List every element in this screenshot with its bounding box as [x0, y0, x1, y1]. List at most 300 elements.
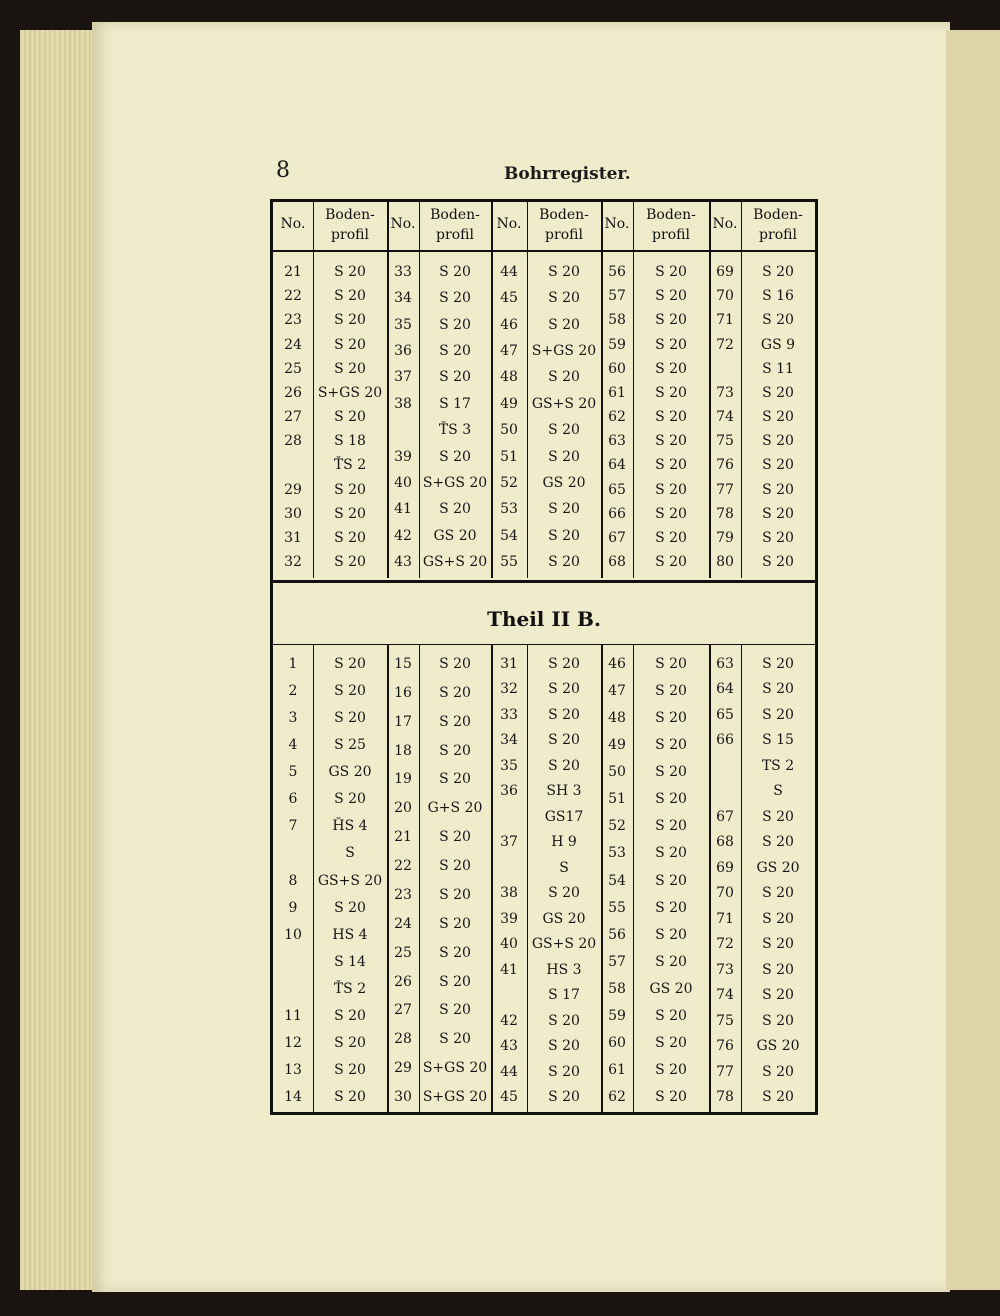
part2-row-no: 11: [284, 1007, 302, 1024]
part2-row-no: 9: [288, 899, 298, 916]
part1-row-profil: S 20: [762, 554, 794, 570]
part2-row-profil: S 20: [334, 899, 366, 916]
part2-row-profil: S 20: [548, 885, 580, 902]
part2-row-profil: S 20: [655, 791, 687, 808]
part2-row-profil: S 20: [655, 710, 687, 727]
part1-row-no: 74: [716, 409, 734, 425]
part2-row-no: 35: [500, 757, 518, 774]
part1-row-no: 50: [500, 422, 518, 439]
part2-row-profil: S 20: [334, 656, 366, 672]
part2-row-profil: S 20: [655, 1089, 687, 1105]
part1-row-no: 78: [716, 505, 734, 522]
part2-row-profil: S 20: [548, 757, 580, 774]
part2-row-profil: S: [559, 859, 569, 876]
part1-row-profil: S 20: [334, 312, 366, 329]
part2-row-no: 15: [394, 656, 412, 672]
header-no: No.: [280, 216, 306, 232]
part-title-rule: [273, 644, 815, 645]
part2-row-no: 4: [288, 737, 298, 754]
part2-row-profil: S 20: [655, 1034, 687, 1051]
part2-row-profil: S 25: [334, 737, 366, 754]
part2-row-profil: S: [773, 783, 783, 800]
part2-row-profil: GS+S 20: [317, 872, 383, 889]
part2-row-profil: S 20: [334, 1007, 366, 1024]
part2-row-no: 61: [608, 1061, 626, 1078]
part2-row-no: 67: [716, 808, 734, 825]
part1-row-no: 70: [716, 288, 734, 305]
part1-row-profil: S 16: [762, 288, 794, 305]
part1-row-profil: S 20: [548, 554, 580, 570]
column-rule: [419, 202, 420, 578]
part2-row-profil: S 20: [655, 953, 687, 970]
part1-row-profil: S 20: [548, 264, 580, 280]
part2-row-profil: S 20: [439, 1031, 471, 1048]
part2-row-profil: S 20: [655, 1061, 687, 1078]
part1-row-no: 26: [284, 384, 302, 401]
part1-row-no: 57: [608, 288, 626, 305]
header-no: No.: [496, 216, 522, 232]
part-title: Theil II B.: [487, 607, 601, 631]
part1-row-no: 60: [608, 360, 626, 377]
part1-row-profil: S 20: [762, 505, 794, 522]
part2-row-profil: S 20: [655, 818, 687, 835]
part2-row-no: 66: [716, 732, 734, 749]
part1-row-profil: S 20: [655, 312, 687, 329]
header-no: No.: [390, 216, 416, 232]
part2-row-profil: GS+S 20: [531, 936, 597, 953]
part1-row-profil: S 20: [655, 529, 687, 546]
part1-row-profil: S 20: [655, 409, 687, 425]
part1-row-profil: S+GS 20: [422, 474, 488, 491]
part2-row-profil: S+GS 20: [422, 1089, 488, 1105]
header-profil: Boden- profil: [539, 207, 589, 243]
part1-row-no: 64: [608, 457, 626, 474]
part2-row-no: 60: [608, 1034, 626, 1051]
part2-row-profil: S 20: [762, 987, 794, 1004]
part2-row-no: 1: [288, 656, 298, 672]
part1-row-no: 48: [500, 369, 518, 386]
part2-row-no: 19: [394, 771, 412, 788]
part1-row-profil: GS 9: [760, 336, 796, 353]
part1-row-no: 67: [608, 529, 626, 546]
part2-row-no: 39: [500, 910, 518, 927]
part2-row-profil: S 20: [548, 681, 580, 698]
part2-row-profil: S 20: [655, 899, 687, 916]
part1-row-no: 65: [608, 481, 626, 498]
part2-row-no: 73: [716, 961, 734, 978]
part2-row-profil: S 20: [548, 706, 580, 723]
part2-row-profil: S+GS 20: [422, 1060, 488, 1077]
part1-row-profil: S 20: [548, 369, 580, 386]
part1-row-no: 33: [394, 264, 412, 280]
part2-row-profil: GS 20: [756, 1038, 800, 1055]
part2-row-profil: S 20: [439, 684, 471, 701]
part1-row-no: 59: [608, 336, 626, 353]
part2-row-profil: S 20: [439, 973, 471, 990]
part2-row-profil: S 20: [762, 1089, 794, 1105]
part2-row-profil: S 20: [762, 910, 794, 927]
part1-row-no: 56: [608, 264, 626, 280]
part1-row-no: 29: [284, 481, 302, 498]
part2-row-profil: S 20: [439, 944, 471, 961]
part1-row-no: 80: [716, 554, 734, 570]
part2-row-profil: S 20: [548, 732, 580, 749]
part1-row-no: 39: [394, 448, 412, 465]
part2-row-profil: S 20: [762, 961, 794, 978]
part1-row-profil: S 20: [655, 481, 687, 498]
part2-row-profil: S 20: [439, 713, 471, 730]
part1-row-profil: S 20: [762, 384, 794, 401]
part2-row-no: 59: [608, 1007, 626, 1024]
part2-row-profil: S 14: [334, 953, 366, 970]
part2-row-no: 24: [394, 915, 412, 932]
facing-page-edge: [946, 30, 1000, 1290]
part1-row-no: 76: [716, 457, 734, 474]
part2-row-no: 78: [716, 1089, 734, 1105]
part2-row-no: 51: [608, 791, 626, 808]
part2-row-profil: S 20: [548, 1012, 580, 1029]
part2-row-profil: S 20: [548, 1038, 580, 1055]
part1-row-no: 53: [500, 501, 518, 518]
part2-row-no: 45: [500, 1089, 518, 1105]
part2-row-profil: S 20: [439, 829, 471, 846]
part2-row-no: 47: [608, 683, 626, 700]
part2-row-no: 31: [500, 656, 518, 672]
header-profil: Boden- profil: [430, 207, 480, 243]
part2-row-profil: S 20: [655, 872, 687, 889]
part1-row-no: 58: [608, 312, 626, 329]
part1-row-profil: S 20: [762, 529, 794, 546]
part1-row-profil: S 11: [762, 360, 794, 377]
part1-row-no: 55: [500, 554, 518, 570]
part2-row-no: 76: [716, 1038, 734, 1055]
part2-row-no: 53: [608, 845, 626, 862]
header-no: No.: [712, 216, 738, 232]
part2-row-no: 43: [500, 1038, 518, 1055]
part2-row-profil: S 20: [439, 886, 471, 903]
part1-row-profil: GS+S 20: [422, 554, 488, 570]
part2-row-no: 34: [500, 732, 518, 749]
part1-row-profil: S 20: [439, 264, 471, 280]
part2-row-no: 36: [500, 783, 518, 800]
part1-row-no: 45: [500, 290, 518, 307]
part2-row-no: 25: [394, 944, 412, 961]
part1-row-no: 47: [500, 343, 518, 360]
part2-row-no: 62: [608, 1089, 626, 1105]
part2-row-no: 46: [608, 656, 626, 672]
part2-row-no: 64: [716, 681, 734, 698]
column-group-rule: [491, 202, 493, 578]
part2-row-no: 38: [500, 885, 518, 902]
part2-row-no: 33: [500, 706, 518, 723]
part1-row-profil: S 20: [655, 433, 687, 450]
part2-row-profil: TS 2: [761, 757, 795, 774]
part2-row-profil: G+S 20: [427, 800, 483, 817]
part1-row-profil: S+GS 20: [531, 343, 597, 360]
part2-row-no: 26: [394, 973, 412, 990]
part2-row-no: 69: [716, 859, 734, 876]
part1-row-profil: S 20: [548, 501, 580, 518]
part2-row-no: 30: [394, 1089, 412, 1105]
part1-row-no: 69: [716, 264, 734, 280]
part1-row-profil: S 20: [655, 457, 687, 474]
part1-row-no: 36: [394, 343, 412, 360]
part1-row-profil: S 20: [655, 384, 687, 401]
part2-row-no: 5: [288, 764, 298, 781]
part2-row-profil: ȞS 4: [332, 818, 368, 835]
part2-row-no: 52: [608, 818, 626, 835]
part2-row-profil: S 20: [762, 936, 794, 953]
part2-row-no: 49: [608, 737, 626, 754]
part1-row-no: 21: [284, 264, 302, 280]
part1-row-no: 40: [394, 474, 412, 491]
part1-row-no: 75: [716, 433, 734, 450]
column-group-rule: [387, 202, 389, 578]
part1-row-no: 66: [608, 505, 626, 522]
part2-row-no: 28: [394, 1031, 412, 1048]
part1-row-no: 51: [500, 448, 518, 465]
bore-register-table: [270, 199, 818, 1115]
part1-row-profil: S 20: [762, 409, 794, 425]
part2-row-no: 32: [500, 681, 518, 698]
part1-row-profil: S 17: [439, 395, 471, 412]
part2-row-no: 8: [288, 872, 298, 889]
part2-row-no: 17: [394, 713, 412, 730]
part2-row-no: 40: [500, 936, 518, 953]
part2-row-profil: H 9: [551, 834, 577, 851]
part2-row-no: 56: [608, 926, 626, 943]
header-profil: Boden- profil: [325, 207, 375, 243]
part1-row-profil: S 20: [548, 422, 580, 439]
part1-row-no: 34: [394, 290, 412, 307]
part2-row-no: 65: [716, 706, 734, 723]
part2-row-profil: GS 20: [328, 764, 372, 781]
part1-row-profil: S 20: [548, 290, 580, 307]
part1-row-no: 23: [284, 312, 302, 329]
part1-row-profil: S 20: [548, 527, 580, 544]
part1-row-profil: GS+S 20: [531, 395, 597, 412]
header-profil: Boden- profil: [646, 207, 696, 243]
part2-row-no: 50: [608, 764, 626, 781]
page-stack-edge: [20, 30, 100, 1290]
part1-row-profil: S 20: [439, 316, 471, 333]
part2-row-profil: HS 4: [332, 926, 368, 943]
part1-row-no: 71: [716, 312, 734, 329]
part2-row-no: 44: [500, 1063, 518, 1080]
part2-row-no: 21: [394, 829, 412, 846]
part1-row-profil: S 20: [334, 554, 366, 570]
header-no: No.: [604, 216, 630, 232]
part1-row-profil: S 20: [655, 288, 687, 305]
part1-row-no: 52: [500, 474, 518, 491]
part1-row-profil: S 20: [762, 457, 794, 474]
part2-row-no: 7: [288, 818, 298, 835]
part1-row-profil: S 20: [762, 433, 794, 450]
part2-row-profil: S 20: [439, 1002, 471, 1019]
part1-row-no: 49: [500, 395, 518, 412]
part2-row-profil: S 20: [655, 737, 687, 754]
part1-row-profil: S 20: [334, 264, 366, 280]
part2-row-profil: S 20: [762, 808, 794, 825]
part2-row-profil: ŤS 2: [333, 980, 367, 997]
part2-row-profil: S 20: [334, 710, 366, 727]
page-number: 8: [276, 158, 290, 183]
part2-row-no: 14: [284, 1089, 302, 1105]
part1-row-profil: ŤS 2: [333, 457, 367, 474]
part2-row-profil: S 20: [762, 1012, 794, 1029]
part1-row-profil: S 20: [655, 336, 687, 353]
part2-row-no: 27: [394, 1002, 412, 1019]
part1-row-no: 38: [394, 395, 412, 412]
part1-row-no: 72: [716, 336, 734, 353]
part2-row-profil: S 20: [334, 683, 366, 700]
part1-row-no: 30: [284, 505, 302, 522]
part2-row-profil: S 20: [548, 656, 580, 672]
part2-row-profil: S 20: [439, 771, 471, 788]
part2-row-profil: S 20: [655, 1007, 687, 1024]
part2-row-no: 55: [608, 899, 626, 916]
part2-row-no: 29: [394, 1060, 412, 1077]
part1-row-profil: S+GS 20: [317, 384, 383, 401]
part2-row-no: 18: [394, 742, 412, 759]
part2-row-no: 68: [716, 834, 734, 851]
part2-row-no: 42: [500, 1012, 518, 1029]
part1-row-profil: S 20: [655, 554, 687, 570]
part1-row-no: 25: [284, 360, 302, 377]
part2-row-profil: HS 3: [546, 961, 582, 978]
part2-row-profil: S 20: [655, 926, 687, 943]
part1-row-no: 22: [284, 288, 302, 305]
part2-row-profil: S: [345, 845, 355, 862]
part2-row-no: 10: [284, 926, 302, 943]
part2-row-profil: S 20: [334, 1034, 366, 1051]
part1-row-no: 41: [394, 501, 412, 518]
part-divider-rule: [273, 580, 815, 583]
part2-row-no: 16: [394, 684, 412, 701]
part2-row-profil: S 20: [439, 858, 471, 875]
part2-row-no: 74: [716, 987, 734, 1004]
part2-row-no: 57: [608, 953, 626, 970]
part2-row-profil: S 20: [334, 1089, 366, 1105]
header-rule: [273, 250, 815, 252]
part2-row-no: 23: [394, 886, 412, 903]
part2-row-no: 72: [716, 936, 734, 953]
part1-row-profil: S 20: [762, 312, 794, 329]
column-rule: [527, 202, 528, 578]
part1-row-no: 35: [394, 316, 412, 333]
part1-row-no: 77: [716, 481, 734, 498]
part1-row-no: 27: [284, 409, 302, 425]
part1-row-profil: S 20: [439, 448, 471, 465]
part2-row-profil: S 20: [548, 1089, 580, 1105]
part1-row-no: 31: [284, 529, 302, 546]
part2-row-profil: S 20: [334, 1061, 366, 1078]
part2-row-profil: S 20: [655, 683, 687, 700]
part1-row-profil: S 20: [334, 529, 366, 546]
part1-row-profil: S 20: [439, 343, 471, 360]
part1-row-no: 42: [394, 527, 412, 544]
part2-row-no: 22: [394, 858, 412, 875]
part1-row-no: 32: [284, 554, 302, 570]
part2-row-profil: S 20: [439, 915, 471, 932]
part2-row-no: 3: [288, 710, 298, 727]
part2-row-profil: S 20: [548, 1063, 580, 1080]
part1-row-no: 63: [608, 433, 626, 450]
part1-row-no: 61: [608, 384, 626, 401]
part1-row-profil: ŤS 3: [438, 422, 472, 439]
part2-row-profil: GS 20: [542, 910, 586, 927]
part1-row-no: 37: [394, 369, 412, 386]
part1-row-no: 44: [500, 264, 518, 280]
part2-row-no: 41: [500, 961, 518, 978]
part2-row-no: 58: [608, 980, 626, 997]
part1-row-profil: S 20: [655, 505, 687, 522]
part1-row-profil: S 20: [548, 316, 580, 333]
part2-row-no: 70: [716, 885, 734, 902]
part1-row-no: 68: [608, 554, 626, 570]
part1-row-profil: GS 20: [542, 474, 586, 491]
part2-row-no: 75: [716, 1012, 734, 1029]
part2-row-no: 37: [500, 834, 518, 851]
running-head-title: Bohrregister.: [504, 164, 631, 184]
part2-row-profil: GS 20: [756, 859, 800, 876]
part1-row-no: 28: [284, 433, 302, 450]
part2-row-profil: S 20: [762, 656, 794, 672]
part1-row-no: 73: [716, 384, 734, 401]
part2-row-no: 48: [608, 710, 626, 727]
part2-row-profil: S 20: [762, 681, 794, 698]
part1-row-profil: S 20: [439, 290, 471, 307]
part2-row-profil: S 20: [762, 885, 794, 902]
part1-row-profil: S 20: [334, 409, 366, 425]
part1-row-profil: S 20: [762, 481, 794, 498]
part2-row-profil: S 20: [762, 706, 794, 723]
part2-row-no: 20: [394, 800, 412, 817]
part1-row-no: 54: [500, 527, 518, 544]
part2-row-no: 13: [284, 1061, 302, 1078]
part1-row-profil: S 20: [334, 505, 366, 522]
part1-row-profil: S 20: [655, 360, 687, 377]
part1-row-profil: GS 20: [433, 527, 477, 544]
part2-row-no: 71: [716, 910, 734, 927]
part1-row-no: 24: [284, 336, 302, 353]
part2-row-profil: S 20: [762, 1063, 794, 1080]
part1-row-no: 43: [394, 554, 412, 570]
part1-row-profil: S 20: [334, 288, 366, 305]
header-profil: Boden- profil: [753, 207, 803, 243]
part2-row-no: 12: [284, 1034, 302, 1051]
part2-row-no: 2: [288, 683, 298, 700]
part2-row-no: 63: [716, 656, 734, 672]
part1-row-profil: S 20: [548, 448, 580, 465]
part2-row-profil: S 20: [655, 845, 687, 862]
part1-row-profil: S 18: [334, 433, 366, 450]
part2-row-profil: SH 3: [546, 783, 582, 800]
part2-row-profil: GS17: [544, 808, 584, 825]
part2-row-profil: S 20: [655, 764, 687, 781]
part1-row-profil: S 20: [762, 264, 794, 280]
part2-row-no: 77: [716, 1063, 734, 1080]
part2-row-profil: S 17: [548, 987, 580, 1004]
part1-row-no: 62: [608, 409, 626, 425]
part1-row-profil: S 20: [334, 336, 366, 353]
part2-row-no: 6: [288, 791, 298, 808]
part2-row-profil: GS 20: [649, 980, 693, 997]
part2-row-profil: S 20: [334, 791, 366, 808]
part1-row-profil: S 20: [334, 360, 366, 377]
part2-row-profil: S 15: [762, 732, 794, 749]
part2-row-profil: S 20: [439, 656, 471, 672]
